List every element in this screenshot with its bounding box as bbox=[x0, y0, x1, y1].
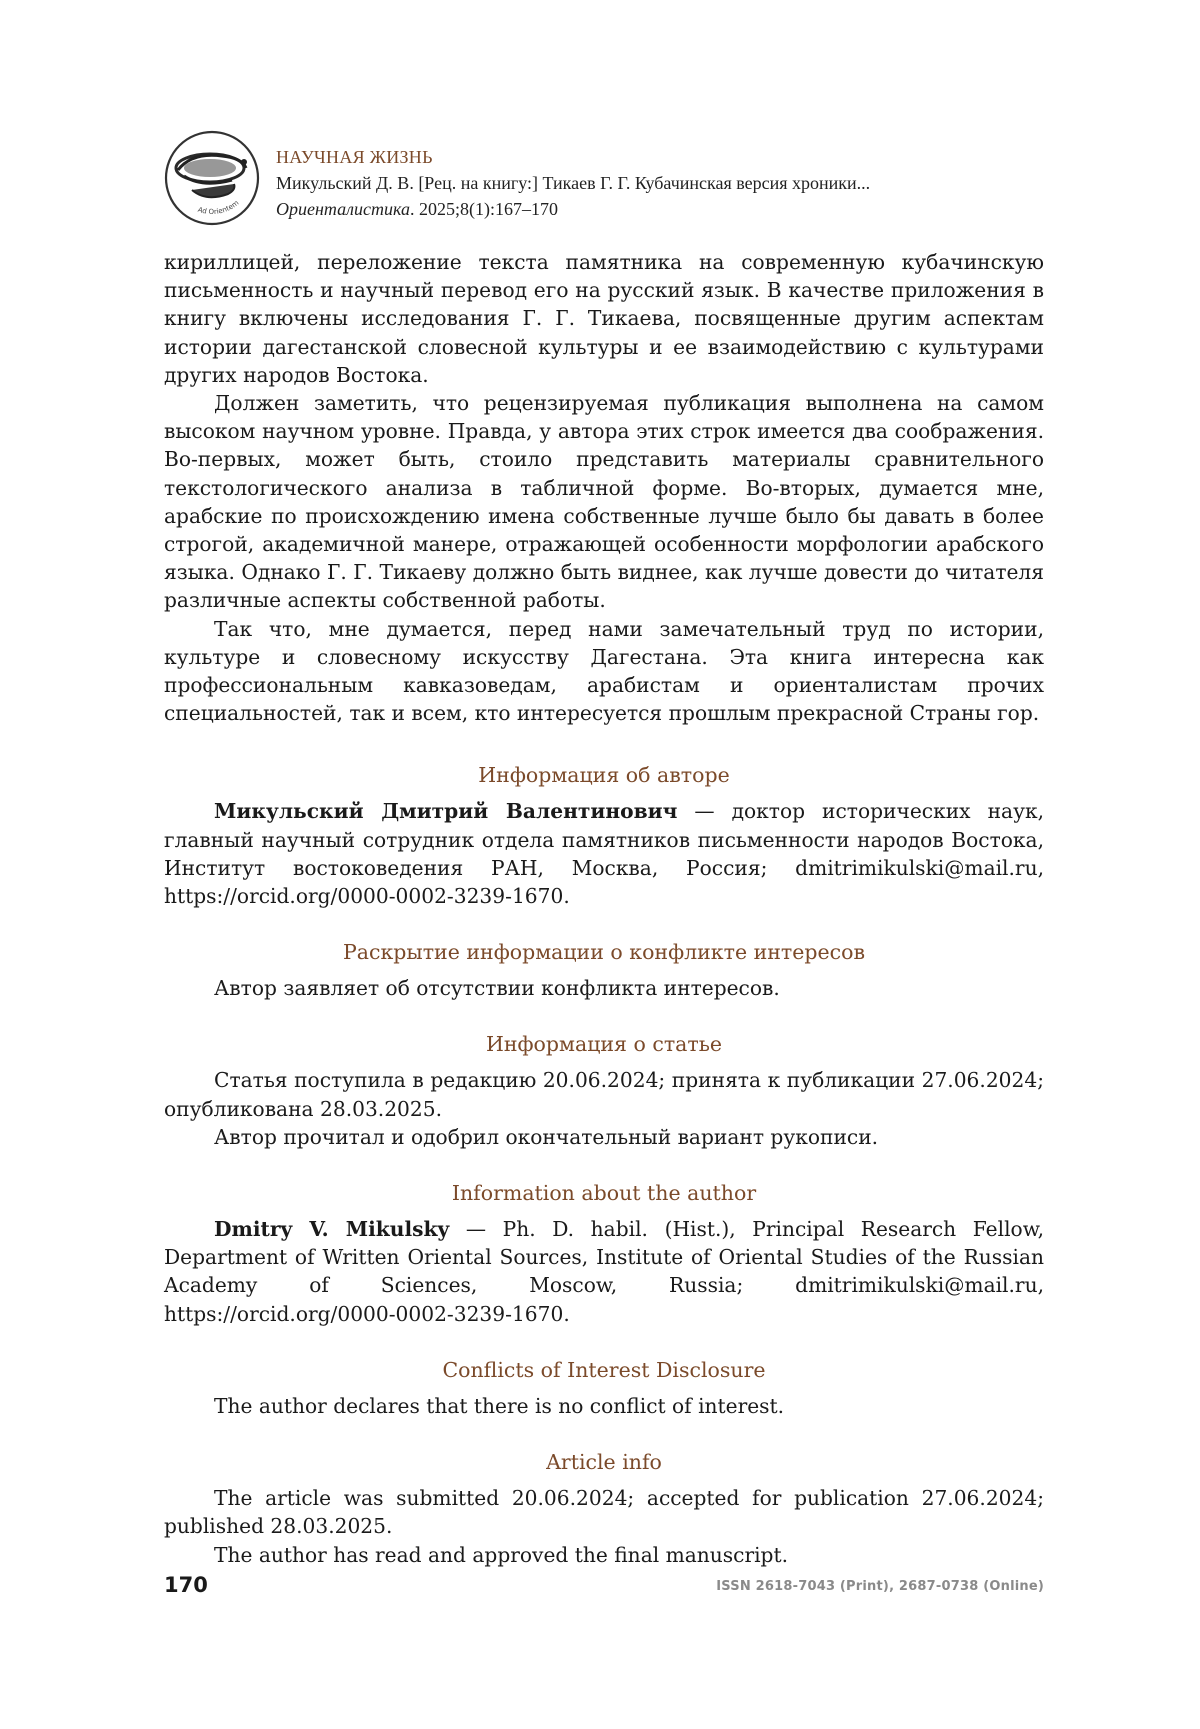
body-paragraph-2: Должен заметить, что рецензируемая публикация выполнена на самом высоком научном уровне. Правда, у автора этих строк имеется два соображения. Во-первых, может быть, стоило представить материалы сравнительного текстологического анализа в табличной форме. Во-вторых, думается мне, арабские по происхождению имена собственные лучше было бы давать в более строгой, академичной манере, отражающей особенности морфологии арабского языка. Однако Г. Г. Тикаеву должно быть виднее, как лучше довести до читателя различные аспекты собственной работы. bbox=[164, 391, 1044, 613]
conflict-heading-en: Conflicts of Interest Disclosure bbox=[442, 1357, 766, 1382]
author-info-ru bbox=[164, 797, 1044, 910]
conflict-heading-ru: Раскрытие информации о конфликте интересов bbox=[342, 940, 866, 965]
approval-text-en: The author has read and approved the final manuscript. bbox=[214, 1542, 789, 1567]
section-title: НАУЧНАЯ ЖИЗНЬ bbox=[276, 147, 433, 167]
journal-logo-icon bbox=[162, 128, 262, 228]
approval-text-ru: Автор прочитал и одобрил окончательный вариант рукописи. bbox=[214, 1124, 879, 1149]
conflict-text-ru: Автор заявляет об отсутствии конфликта интересов. bbox=[214, 976, 780, 1001]
page-number: 170 bbox=[164, 1573, 208, 1597]
citation-line: Микульский Д. В. [Рец. на книгу:] Тикаев Г. Г. Кубачинская версия хроники... bbox=[276, 173, 871, 193]
conflict-text-en: The author declares that there is no conflict of interest. bbox=[214, 1393, 785, 1418]
author-details-en: — Ph. D. habil. (Hist.), Principal Research Fellow, Department of Written Oriental Sources, Institute of Oriental Studies of the Russian Academy of Sciences, Moscow, Russia; dmitrimikulski@mail.ru, https://orcid.org/0000-0002-3239-1670. bbox=[164, 1217, 1044, 1326]
author-info-heading-en: Information about the author bbox=[451, 1181, 757, 1206]
journal-details: . 2025;8(1):167–170 bbox=[409, 199, 558, 219]
author-info-heading-ru: Информация об авторе bbox=[478, 763, 730, 788]
header-text bbox=[276, 144, 1046, 222]
article-body bbox=[164, 248, 1044, 1569]
journal-name: Ориенталистика bbox=[276, 199, 410, 219]
article-dates-en: The article was submitted 20.06.2024; accepted for publication 27.06.2024; published 28.03.2025. bbox=[164, 1486, 1044, 1539]
journal-line bbox=[276, 196, 1046, 222]
article-dates-ru: Статья поступила в редакцию 20.06.2024; принята к публикации 27.06.2024; опубликована 28.03.2025. bbox=[164, 1068, 1044, 1121]
author-info-en bbox=[164, 1215, 1044, 1328]
page-footer bbox=[164, 1573, 1044, 1603]
running-header bbox=[164, 128, 1044, 238]
body-paragraph-1: кириллицей, переложение текста памятника на современную кубачинскую письменность и научный перевод его на русский язык. В качестве приложения в книгу включены исследования Г. Г. Тикаева, посвященные другим аспектам истории дагестанской словесной культуры и ее взаимодействию с культурами других народов Востока. bbox=[164, 250, 1044, 387]
issn-text: ISSN 2618-7043 (Print), 2687-0738 (Online) bbox=[716, 1579, 1044, 1594]
body-paragraph-3: Так что, мне думается, перед нами замечательный труд по истории, культуре и словесному искусству Дагестана. Эта книга интересна как профессиональным кавказоведам, арабистам и ориенталистам прочих специальностей, так и всем, кто интересуется прошлым прекрасной Страны гор. bbox=[164, 616, 1044, 726]
author-details-ru: — доктор исторических наук, главный научный сотрудник отдела памятников письменности народов Востока, Институт востоковедения РАН, Москва, Россия; dmitrimikulski@mail.ru, https://orcid.org/0000-0002-3239-1670. bbox=[164, 799, 1044, 909]
journal-page bbox=[164, 0, 1044, 1729]
author-name-ru: Микульский Дмитрий Валентинович bbox=[214, 799, 678, 824]
author-name-en: Dmitry V. Mikulsky bbox=[214, 1217, 450, 1242]
article-info-heading-en: Article info bbox=[546, 1450, 662, 1475]
svg-text:Ad Orientem: Ad Orientem bbox=[196, 198, 241, 217]
article-info-heading-ru: Информация о статье bbox=[485, 1032, 723, 1057]
